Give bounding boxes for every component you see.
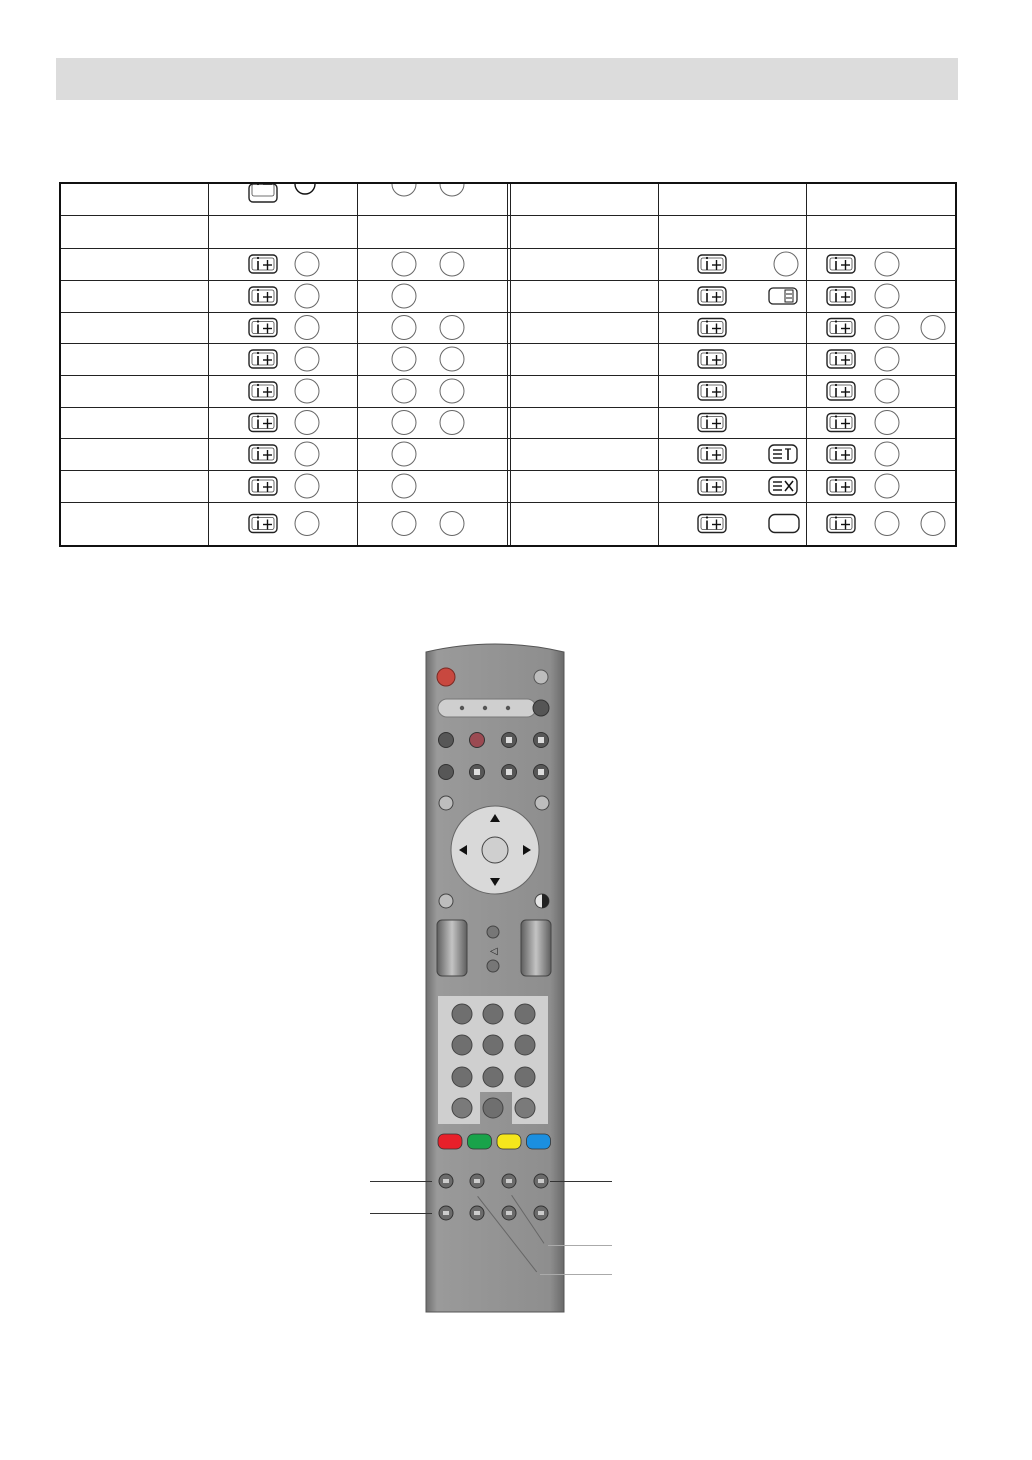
digit-button[interactable] bbox=[483, 1004, 503, 1024]
source-button[interactable] bbox=[534, 670, 548, 684]
info-icon bbox=[249, 445, 277, 463]
circle-icon bbox=[392, 316, 416, 340]
callout-line-left-bottom bbox=[370, 1213, 432, 1214]
digit-button[interactable] bbox=[452, 1004, 472, 1024]
channel-rocker[interactable] bbox=[521, 920, 551, 976]
button-function-table bbox=[59, 182, 957, 547]
circle-icon bbox=[875, 474, 899, 498]
color-key-1[interactable] bbox=[438, 1134, 462, 1149]
circle-icon bbox=[440, 184, 464, 196]
info-icon bbox=[698, 319, 726, 337]
info-icon bbox=[827, 445, 855, 463]
transport-glyph bbox=[506, 737, 512, 743]
info-button[interactable] bbox=[439, 894, 453, 908]
remote-control bbox=[424, 642, 566, 1314]
circle-icon bbox=[295, 474, 319, 498]
info-icon bbox=[249, 184, 277, 202]
circle-icon bbox=[392, 184, 416, 196]
digit-button[interactable] bbox=[515, 1035, 535, 1055]
circle-icon bbox=[392, 442, 416, 466]
transport-button[interactable] bbox=[439, 733, 454, 748]
info-icon bbox=[249, 287, 277, 305]
color-key-2[interactable] bbox=[468, 1134, 492, 1149]
function-glyph bbox=[506, 1179, 512, 1183]
circle-icon bbox=[295, 316, 319, 340]
info-icon bbox=[698, 255, 726, 273]
info-icon bbox=[827, 255, 855, 273]
info-icon bbox=[698, 515, 726, 533]
digit-button[interactable] bbox=[483, 1035, 503, 1055]
mode-dot-3 bbox=[506, 706, 510, 710]
digit-button[interactable] bbox=[452, 1067, 472, 1087]
circle-icon bbox=[440, 512, 464, 536]
info-icon bbox=[249, 414, 277, 432]
function-glyph bbox=[538, 1211, 544, 1215]
transport-glyph bbox=[474, 769, 480, 775]
section-title bbox=[56, 70, 66, 87]
digit-button[interactable] bbox=[452, 1035, 472, 1055]
info-icon bbox=[249, 382, 277, 400]
circle-icon bbox=[440, 316, 464, 340]
digit-button[interactable] bbox=[483, 1067, 503, 1087]
speaker-icon: ◁ bbox=[490, 946, 498, 957]
info-icon bbox=[827, 319, 855, 337]
circle-icon bbox=[875, 512, 899, 536]
info-icon bbox=[249, 319, 277, 337]
transport-button[interactable] bbox=[439, 765, 454, 780]
function-glyph bbox=[506, 1211, 512, 1215]
circle-icon bbox=[392, 411, 416, 435]
circle-icon bbox=[392, 252, 416, 276]
callout-line-left-top bbox=[370, 1181, 432, 1182]
info-icon bbox=[249, 255, 277, 273]
callout-line-right-bottom bbox=[540, 1274, 612, 1275]
info-icon bbox=[827, 287, 855, 305]
info-icon bbox=[698, 350, 726, 368]
transport-glyph bbox=[538, 769, 544, 775]
list-button[interactable] bbox=[452, 1098, 472, 1118]
color-key-4[interactable] bbox=[527, 1134, 551, 1149]
info-icon bbox=[698, 414, 726, 432]
circle-icon bbox=[875, 316, 899, 340]
mode-dot-2 bbox=[483, 706, 487, 710]
exit-button[interactable] bbox=[535, 796, 549, 810]
info-icon bbox=[827, 515, 855, 533]
circle-icon bbox=[392, 379, 416, 403]
screen-icon bbox=[769, 515, 799, 533]
teletext-icon bbox=[769, 445, 797, 463]
table-icons-layer bbox=[61, 184, 955, 545]
circle-icon bbox=[875, 252, 899, 276]
callout-line-right-top bbox=[550, 1181, 612, 1182]
color-key-3[interactable] bbox=[497, 1134, 521, 1149]
info-icon bbox=[827, 382, 855, 400]
circle-icon bbox=[440, 379, 464, 403]
circle-icon bbox=[295, 411, 319, 435]
circle-icon bbox=[921, 316, 945, 340]
circle-icon bbox=[392, 512, 416, 536]
info-icon bbox=[698, 287, 726, 305]
half-circle-icon bbox=[295, 184, 315, 194]
transport-glyph bbox=[538, 737, 544, 743]
transport-button[interactable] bbox=[470, 733, 485, 748]
info-icon bbox=[249, 515, 277, 533]
mode-button[interactable] bbox=[533, 700, 549, 716]
info-icon bbox=[698, 445, 726, 463]
circle-icon bbox=[440, 347, 464, 371]
info-icon bbox=[698, 477, 726, 495]
circle-icon bbox=[921, 512, 945, 536]
circle-icon bbox=[295, 512, 319, 536]
function-glyph bbox=[538, 1179, 544, 1183]
function-glyph bbox=[474, 1211, 480, 1215]
digit-button[interactable] bbox=[515, 1004, 535, 1024]
mute-button[interactable] bbox=[487, 926, 499, 938]
digit-button[interactable] bbox=[515, 1067, 535, 1087]
swap-button[interactable] bbox=[487, 960, 499, 972]
info-icon bbox=[249, 350, 277, 368]
circle-icon bbox=[392, 474, 416, 498]
digit-button[interactable] bbox=[483, 1098, 503, 1118]
function-glyph bbox=[443, 1179, 449, 1183]
circle-icon bbox=[875, 442, 899, 466]
circle-icon bbox=[875, 284, 899, 308]
return-button[interactable] bbox=[515, 1098, 535, 1118]
circle-icon bbox=[875, 411, 899, 435]
circle-icon bbox=[295, 284, 319, 308]
section-title-bar bbox=[56, 58, 958, 100]
circle-icon bbox=[392, 347, 416, 371]
circle-icon bbox=[875, 347, 899, 371]
circle-icon bbox=[295, 347, 319, 371]
info-icon bbox=[698, 382, 726, 400]
circle-icon bbox=[440, 411, 464, 435]
transport-glyph bbox=[506, 769, 512, 775]
ok-button[interactable] bbox=[482, 837, 508, 863]
info-icon bbox=[827, 350, 855, 368]
circle-icon bbox=[774, 252, 798, 276]
circle-icon bbox=[392, 284, 416, 308]
callout-line-right-mid bbox=[548, 1245, 612, 1246]
menu-button[interactable] bbox=[439, 796, 453, 810]
teletext-x-icon bbox=[769, 477, 797, 495]
mode-dot-1 bbox=[460, 706, 464, 710]
function-glyph bbox=[474, 1179, 480, 1183]
function-glyph bbox=[443, 1211, 449, 1215]
circle-icon bbox=[440, 252, 464, 276]
info-icon bbox=[827, 477, 855, 495]
volume-rocker[interactable] bbox=[437, 920, 467, 976]
power-button[interactable] bbox=[437, 668, 455, 686]
circle-icon bbox=[295, 379, 319, 403]
info-icon bbox=[249, 477, 277, 495]
circle-icon bbox=[295, 252, 319, 276]
tv-menu-icon bbox=[769, 288, 797, 304]
info-icon bbox=[827, 414, 855, 432]
circle-icon bbox=[295, 442, 319, 466]
circle-icon bbox=[875, 379, 899, 403]
